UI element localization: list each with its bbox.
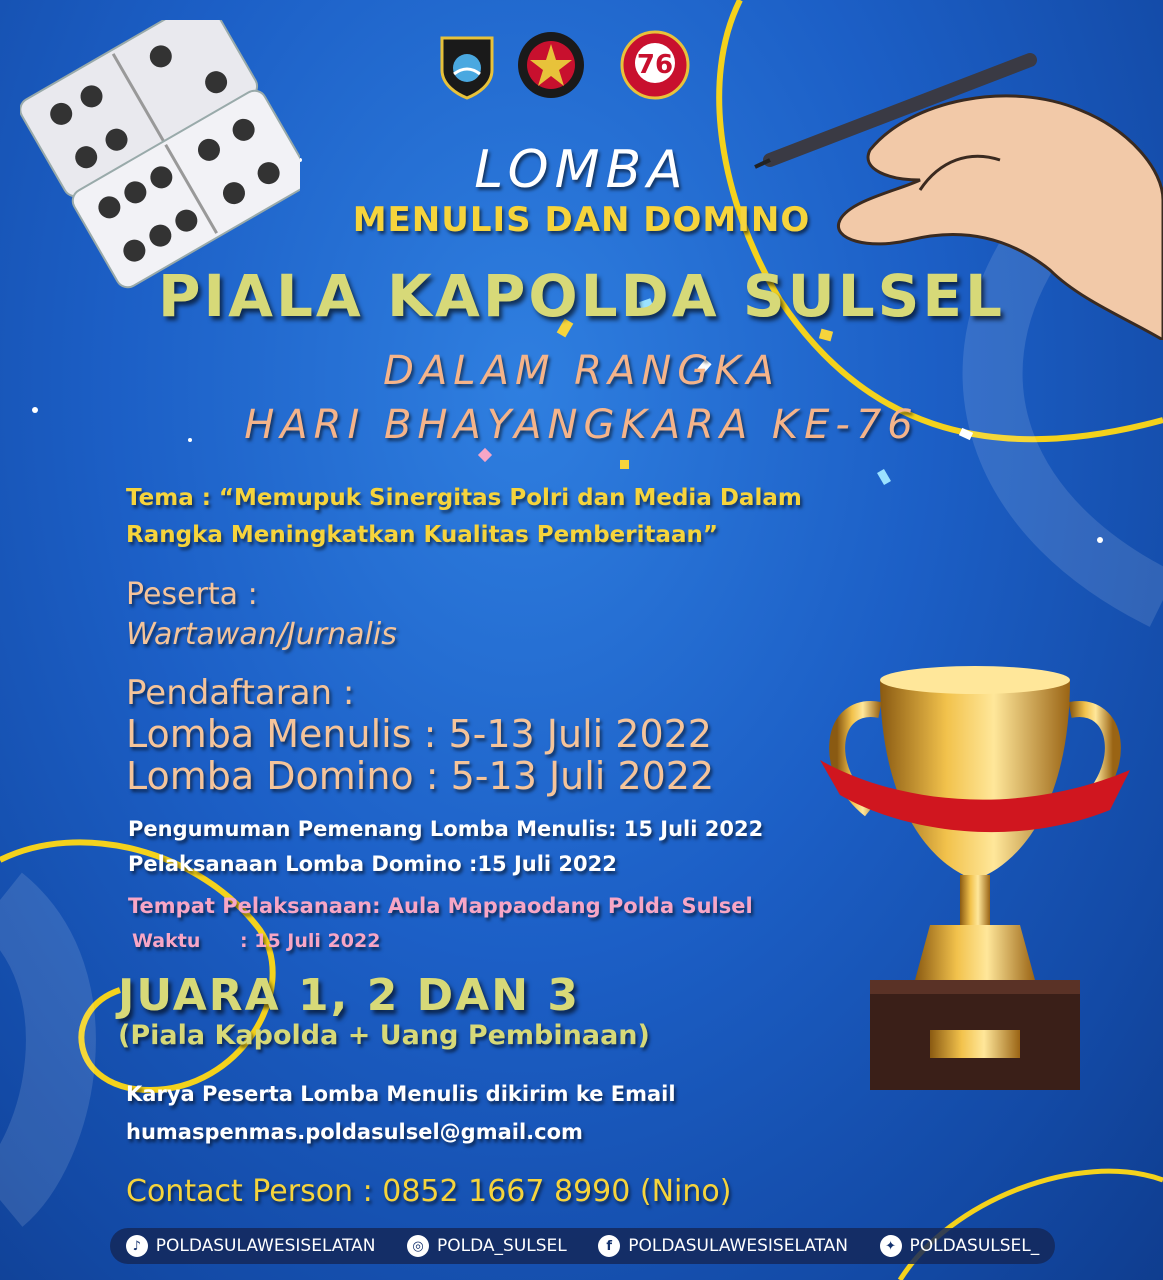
twitter-icon: ✦: [880, 1235, 902, 1257]
peserta-label: Peserta :: [126, 577, 258, 612]
trophy-icon: [810, 660, 1140, 1100]
social-tiktok[interactable]: [126, 1235, 376, 1257]
social-handle: POLDASULAWESISELATAN: [628, 1236, 849, 1256]
bhayangkara-logo: [620, 30, 690, 100]
tema-line-2: Rangka Meningkatkan Kualitas Pemberitaan”: [126, 522, 719, 548]
contact-person: Contact Person : 0852 1667 8990 (Nino): [126, 1174, 732, 1209]
peserta-value: Wartawan/Jurnalis: [126, 617, 397, 652]
tiktok-icon: ♪: [126, 1235, 148, 1257]
svg-text:76: 76: [636, 50, 674, 80]
submission-email[interactable]: humaspenmas.poldasulsel@gmail.com: [126, 1120, 583, 1144]
pendaftaran-menulis: Lomba Menulis : 5-13 Juli 2022: [126, 712, 712, 756]
waktu: Waktu : 15 Juli 2022: [132, 930, 381, 952]
sulsel-logo: [432, 30, 502, 100]
tema-line-1: Tema : “Memupuk Sinergitas Polri dan Media Dalam: [126, 485, 802, 511]
title-dalam-rangka: DALAM RANGKA: [383, 348, 780, 394]
pelaksanaan-domino: Pelaksanaan Lomba Domino :15 Juli 2022: [128, 852, 617, 876]
juara-subtitle: (Piala Kapolda + Uang Pembinaan): [118, 1020, 650, 1051]
pengumuman-pemenang: Pengumuman Pemenang Lomba Menulis: 15 Juli 2022: [128, 817, 764, 841]
juara-title: JUARA 1, 2 DAN 3: [118, 970, 580, 1021]
instagram-icon: ◎: [407, 1235, 429, 1257]
pendaftaran-label: Pendaftaran :: [126, 673, 355, 713]
tempat-pelaksanaan: Tempat Pelaksanaan: Aula Mappaodang Polda Sulsel: [128, 894, 753, 918]
title-menulis-domino: MENULIS DAN DOMINO: [352, 200, 811, 240]
social-handle: POLDA_SULSEL: [437, 1236, 567, 1256]
submission-text: Karya Peserta Lomba Menulis dikirim ke Email: [126, 1082, 676, 1106]
social-instagram[interactable]: [407, 1235, 567, 1257]
social-facebook[interactable]: [598, 1235, 848, 1257]
facebook-icon: f: [598, 1235, 620, 1257]
social-bar: [110, 1228, 1055, 1264]
humas-polri-logo: [516, 30, 586, 100]
title-lomba: LOMBA: [474, 140, 689, 200]
tema: [126, 480, 986, 554]
social-twitter[interactable]: [880, 1235, 1040, 1257]
social-handle: POLDASULSEL_: [909, 1236, 1040, 1256]
social-handle: POLDASULAWESISELATAN: [155, 1236, 376, 1256]
pendaftaran-domino: Lomba Domino : 5-13 Juli 2022: [126, 754, 715, 798]
title-piala-kapolda: PIALA KAPOLDA SULSEL: [157, 262, 1006, 330]
title-hari-bhayangkara: HARI BHAYANGKARA KE-76: [244, 402, 919, 448]
